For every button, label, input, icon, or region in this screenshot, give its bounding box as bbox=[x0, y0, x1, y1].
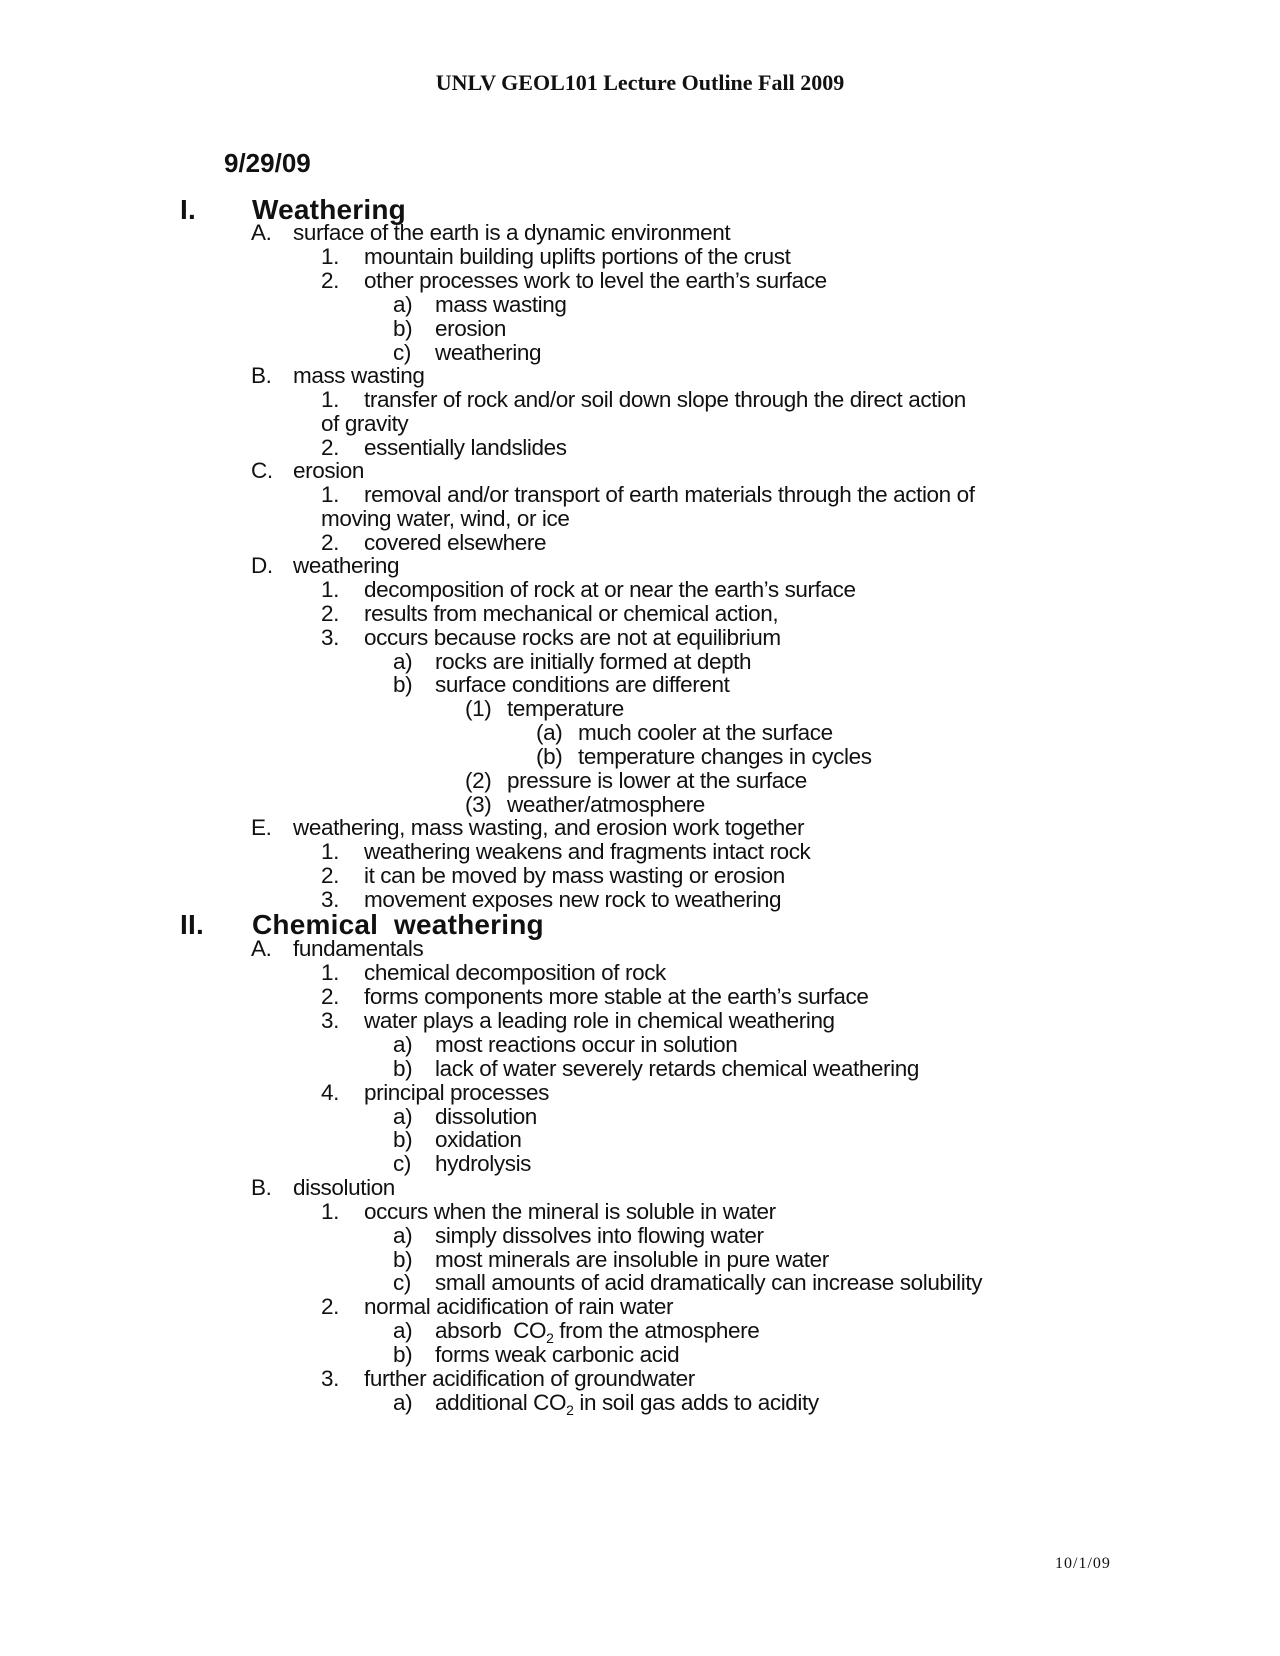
outline-number: 2. bbox=[321, 1294, 339, 1319]
outline-item: temperature changes in cycles bbox=[578, 744, 872, 769]
outline-item: small amounts of acid dramatically can increase solubility bbox=[435, 1270, 983, 1295]
outline-item: decomposition of rock at or near the earth’s surface bbox=[364, 577, 856, 602]
outline-item: rocks are initially formed at depth bbox=[435, 649, 752, 674]
outline-item: weathering, mass wasting, and erosion work together bbox=[293, 815, 805, 840]
subscript: 2 bbox=[566, 1402, 574, 1418]
outline-number: (b) bbox=[536, 744, 563, 769]
outline-item: most reactions occur in solution bbox=[435, 1032, 738, 1057]
outline-number: (2) bbox=[465, 768, 492, 793]
outline-number: 1. bbox=[321, 577, 339, 602]
outline-number: 2. bbox=[321, 268, 339, 293]
outline-item: much cooler at the surface bbox=[578, 720, 833, 745]
outline-item: forms weak carbonic acid bbox=[435, 1342, 680, 1367]
outline-item: it can be moved by mass wasting or erosion bbox=[364, 863, 785, 888]
outline-number: (3) bbox=[465, 792, 492, 817]
outline-item: hydrolysis bbox=[435, 1151, 532, 1176]
outline-item-with-formula bbox=[435, 1318, 760, 1346]
outline-number: b) bbox=[393, 1342, 413, 1367]
outline-number: a) bbox=[393, 292, 413, 317]
outline-number: a) bbox=[393, 1318, 413, 1343]
outline-number: B. bbox=[251, 1175, 272, 1200]
outline-number: E. bbox=[251, 815, 272, 840]
outline-number: 4. bbox=[321, 1080, 339, 1105]
outline-item-continued: moving water, wind, or ice bbox=[321, 506, 570, 531]
outline-item: water plays a leading role in chemical weathering bbox=[364, 1008, 835, 1033]
outline-item-continued: of gravity bbox=[321, 411, 409, 436]
outline-number: C. bbox=[251, 458, 273, 483]
outline-item: other processes work to level the earth’s surface bbox=[364, 268, 827, 293]
outline-item: removal and/or transport of earth materials through the action of bbox=[364, 482, 975, 507]
outline-item: transfer of rock and/or soil down slope through the direct action bbox=[364, 387, 966, 412]
outline-item: dissolution bbox=[435, 1104, 537, 1129]
outline-number: a) bbox=[393, 1223, 413, 1248]
outline-item: fundamentals bbox=[293, 936, 424, 961]
outline-item: lack of water severely retards chemical weathering bbox=[435, 1056, 919, 1081]
outline-number: (a) bbox=[536, 720, 563, 745]
outline-number: 2. bbox=[321, 601, 339, 626]
section-title: Chemical weathering bbox=[252, 909, 544, 940]
outline-number: b) bbox=[393, 672, 413, 697]
outline-number: A. bbox=[251, 220, 272, 245]
section-title: Weathering bbox=[252, 194, 406, 225]
outline-number: 3. bbox=[321, 887, 339, 912]
outline-item: mass wasting bbox=[435, 292, 567, 317]
outline-item: surface of the earth is a dynamic environment bbox=[293, 220, 731, 245]
outline-item: weathering bbox=[293, 553, 400, 578]
outline-number: 3. bbox=[321, 625, 339, 650]
text-fragment: in soil gas adds to acidity bbox=[573, 1390, 819, 1415]
outline-number: (1) bbox=[465, 696, 492, 721]
outline-number: a) bbox=[393, 649, 413, 674]
outline-number: 3. bbox=[321, 1008, 339, 1033]
outline-item: oxidation bbox=[435, 1127, 522, 1152]
section-number: I. bbox=[180, 194, 196, 225]
text-fragment: additional CO bbox=[435, 1390, 567, 1415]
outline-item: dissolution bbox=[293, 1175, 395, 1200]
outline-item: surface conditions are different bbox=[435, 672, 730, 697]
outline-item: weather/atmosphere bbox=[507, 792, 705, 817]
outline-item: further acidification of groundwater bbox=[364, 1366, 695, 1391]
text-fragment: from the atmosphere bbox=[553, 1318, 760, 1343]
outline-number: D. bbox=[251, 553, 273, 578]
outline-number: 1. bbox=[321, 839, 339, 864]
outline-item: weathering weakens and fragments intact rock bbox=[364, 839, 811, 864]
outline-number: c) bbox=[393, 340, 411, 365]
outline-number: c) bbox=[393, 1151, 411, 1176]
outline-number: 1. bbox=[321, 244, 339, 269]
outline-item: principal processes bbox=[364, 1080, 549, 1105]
outline-item: occurs when the mineral is soluble in water bbox=[364, 1199, 776, 1224]
outline-item: temperature bbox=[507, 696, 624, 721]
text-fragment: absorb CO bbox=[435, 1318, 547, 1343]
lecture-date: 9/29/09 bbox=[224, 148, 311, 178]
outline-number: 2. bbox=[321, 530, 339, 555]
outline-number: a) bbox=[393, 1104, 413, 1129]
outline-number: c) bbox=[393, 1270, 411, 1295]
outline-number: A. bbox=[251, 936, 272, 961]
outline-number: b) bbox=[393, 1056, 413, 1081]
footer-date: 10/1/09 bbox=[1055, 1555, 1111, 1572]
outline-item: mountain building uplifts portions of the crust bbox=[364, 244, 791, 269]
outline-number: 2. bbox=[321, 863, 339, 888]
outline-number: a) bbox=[393, 1390, 413, 1415]
outline-item: essentially landslides bbox=[364, 435, 567, 460]
outline-item: simply dissolves into flowing water bbox=[435, 1223, 764, 1248]
outline-item: erosion bbox=[293, 458, 364, 483]
outline-number: 1. bbox=[321, 482, 339, 507]
outline-number: 2. bbox=[321, 435, 339, 460]
outline-number: 1. bbox=[321, 1199, 339, 1224]
outline-number: b) bbox=[393, 316, 413, 341]
outline-number: 3. bbox=[321, 1366, 339, 1391]
outline-number: b) bbox=[393, 1127, 413, 1152]
outline-item: movement exposes new rock to weathering bbox=[364, 887, 782, 912]
outline-number: b) bbox=[393, 1247, 413, 1272]
outline-item: weathering bbox=[435, 340, 542, 365]
outline-number: a) bbox=[393, 1032, 413, 1057]
section-number: II. bbox=[180, 909, 204, 940]
outline-item: pressure is lower at the surface bbox=[507, 768, 807, 793]
document-header: UNLV GEOL101 Lecture Outline Fall 2009 bbox=[435, 70, 845, 95]
outline-item: erosion bbox=[435, 316, 506, 341]
outline-number: 2. bbox=[321, 984, 339, 1009]
outline-item: occurs because rocks are not at equilibrium bbox=[364, 625, 781, 650]
subscript: 2 bbox=[546, 1330, 554, 1346]
outline-item: chemical decomposition of rock bbox=[364, 960, 666, 985]
outline-item: forms components more stable at the earth’s surface bbox=[364, 984, 869, 1009]
outline-item-with-formula bbox=[435, 1390, 819, 1418]
outline-number: 1. bbox=[321, 387, 339, 412]
outline-item: mass wasting bbox=[293, 363, 425, 388]
outline-item: normal acidification of rain water bbox=[364, 1294, 674, 1319]
outline-item: covered elsewhere bbox=[364, 530, 547, 555]
outline-item: most minerals are insoluble in pure water bbox=[435, 1247, 829, 1272]
outline-number: B. bbox=[251, 363, 272, 388]
outline-number: 1. bbox=[321, 960, 339, 985]
outline-item: results from mechanical or chemical action, bbox=[364, 601, 779, 626]
